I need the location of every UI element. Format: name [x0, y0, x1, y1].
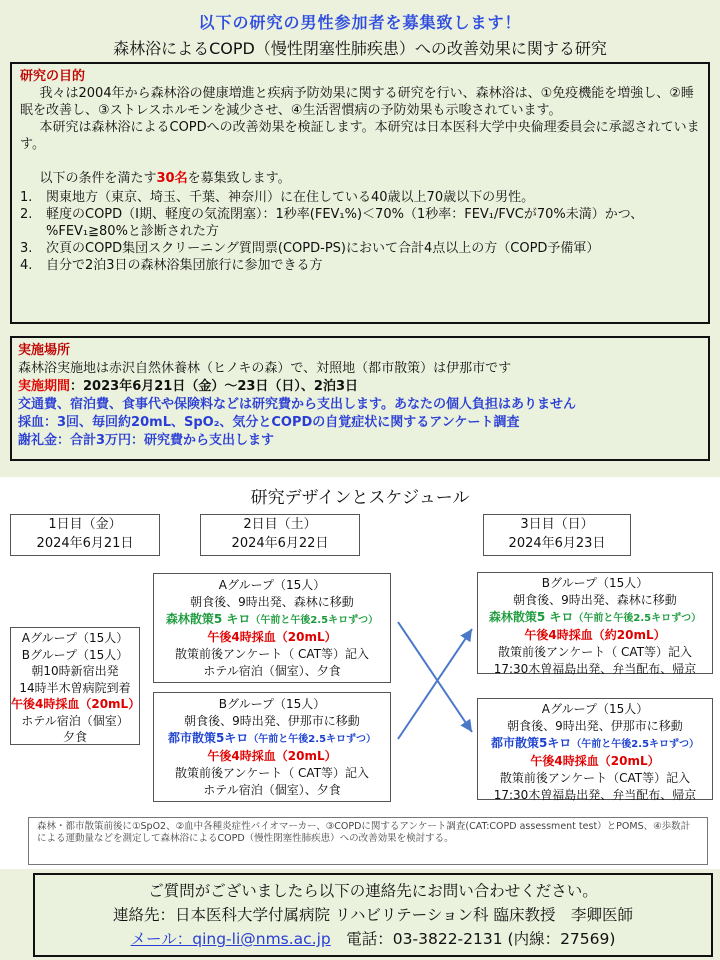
phone-number: 電話：03-3822-2131 (内線：27569) [346, 930, 616, 948]
place-heading: 実施場所 [18, 343, 71, 358]
place-section [10, 336, 710, 461]
day3-header: 3日目（日） 2024年6月23日 [483, 514, 631, 556]
purpose-section [10, 62, 710, 324]
schedule-section [0, 477, 720, 869]
condition-item: 3. 次頁のCOPD集団スクリーニング質問票(COPD-PS)において合計4点以上の方（COPD予備軍） [20, 241, 600, 256]
header [0, 10, 720, 59]
arrow-a-to-city [398, 622, 472, 732]
purpose-para2: 本研究は森林浴によるCOPDへの改善効果を検証します。本研究は日本医科大学中央倫理委員会に承認されています。 [20, 120, 700, 152]
cost-line: 交通費、宿泊費、食事代や保険料などは研究費から支出します。あなたの個人負担はありません [18, 397, 576, 412]
crossover-arrows [0, 477, 720, 869]
contact-person: 連絡先：日本医科大学付属病院 リハビリテーション科 臨床教授 李卿医師 [113, 906, 633, 924]
condition-item: 1. 関東地方（東京、埼玉、千葉、神奈川）に在住している40歳以上70歳以下の男性。 [20, 190, 535, 205]
day2-header: 2日目（土） 2024年6月22日 [200, 514, 360, 556]
day2-group-a: Aグループ（15人） 朝食後、9時出発、森林に移動 森林散策5 キロ（午前と午後2.5キロずつ） 午後4時採血（20mL） 散策前後アンケート（ CAT等）記入 ホテル宿泊（個室）、夕食 [153, 573, 391, 683]
schedule-title: 研究デザインとスケジュール [250, 488, 470, 508]
reward-line: 謝礼金：合計3万円：研究費から支出します [18, 433, 275, 448]
measurement-note: 森林・都市散策前後に①SpO2、②血中各種炎症性バイオマーカー、③COPDに関するアンケート調査(CAT:COPD assessment test）とPOMS、④歩数計による運動量などを測定して森林浴によるCOPD（慢性閉塞性肺疾患）への改善効果を検討する。 [28, 817, 708, 865]
contact-intro: ご質問がございましたら以下の連絡先にお問い合わせください。 [148, 882, 598, 900]
place-line: 森林浴実施地は赤沢自然休養林（ヒノキの森）で、対照地（都市散策）は伊那市です [18, 361, 512, 376]
contact-line [35, 927, 711, 951]
recruit-title: 以下の研究の男性参加者を募集致します！ [198, 13, 522, 32]
day2-group-b: Bグループ（15人） 朝食後、9時出発、伊那市に移動 都市散策5キロ（午前と午後2.5キロずつ） 午後4時採血（20mL） 散策前後アンケート（ CAT等）記入 ホテル宿泊（個室）、夕食 [153, 692, 391, 802]
recruit-count: 30名 [156, 171, 188, 186]
day3-group-b: Bグループ（15人） 朝食後、9時出発、森林に移動 森林散策5 キロ（午前と午後2.5キロずつ） 午後4時採血（約20mL） 散策前後アンケート（ CAT等）記入 17:30木曽福島出発、弁当配布、帰京 [477, 572, 713, 674]
email-link[interactable]: メール：qing-li@nms.ac.jp [130, 930, 331, 948]
day1-header: 1日目（金） 2024年6月21日 [10, 514, 160, 556]
sample-line: 採血：3回、毎回約20mL、SpO₂、気分とCOPDの自覚症状に関するアンケート調査 [18, 415, 520, 430]
purpose-para1: 我々は2004年から森林浴の健康増進と疾病予防効果に関する研究を行い、森林浴は、①免疫機能を増強し、②睡眠を改善し、③ストレスホルモンを減少させ、④生活習慣病の予防効果も示唆されています。 [20, 86, 694, 118]
day3-group-a: Aグループ（15人） 朝食後、9時出発、伊那市に移動 都市散策5キロ（午前と午後2.5キロずつ） 午後4時採血（20mL） 散策前後アンケート（CAT等）記入 17:30木曽福島出発、弁当配布、帰京 [477, 698, 713, 800]
condition-item: 4. 自分で2泊3日の森林浴集団旅行に参加できる方 [20, 258, 323, 273]
purpose-heading: 研究の目的 [20, 69, 86, 84]
recruit-line: 以下の条件を満たす30名を募集致します。 [39, 171, 291, 186]
contact-section [33, 873, 713, 957]
arrow-b-to-forest [398, 629, 472, 739]
study-title: 森林浴によるCOPD（慢性閉塞性肺疾患）への改善効果に関する研究 [113, 39, 607, 58]
day1-box: Aグループ（15人） Bグループ（15人） 朝10時新宿出発 14時半木曽病院到着 午後4時採血（20mL） ホテル宿泊（個室） 夕食 [10, 627, 140, 745]
conditions-list [20, 189, 700, 274]
period-line: 実施期間：2023年6月21日（金）～23日（日）、2泊3日 [18, 379, 359, 394]
condition-item: 2. 軽度のCOPD（Ⅰ期、軽度の気流閉塞）：1秒率(FEV₁%)＜70%（1秒率：FEV₁/FVCが70%未満）かつ、%FEV₁≧80%と診断された方 [20, 207, 644, 239]
